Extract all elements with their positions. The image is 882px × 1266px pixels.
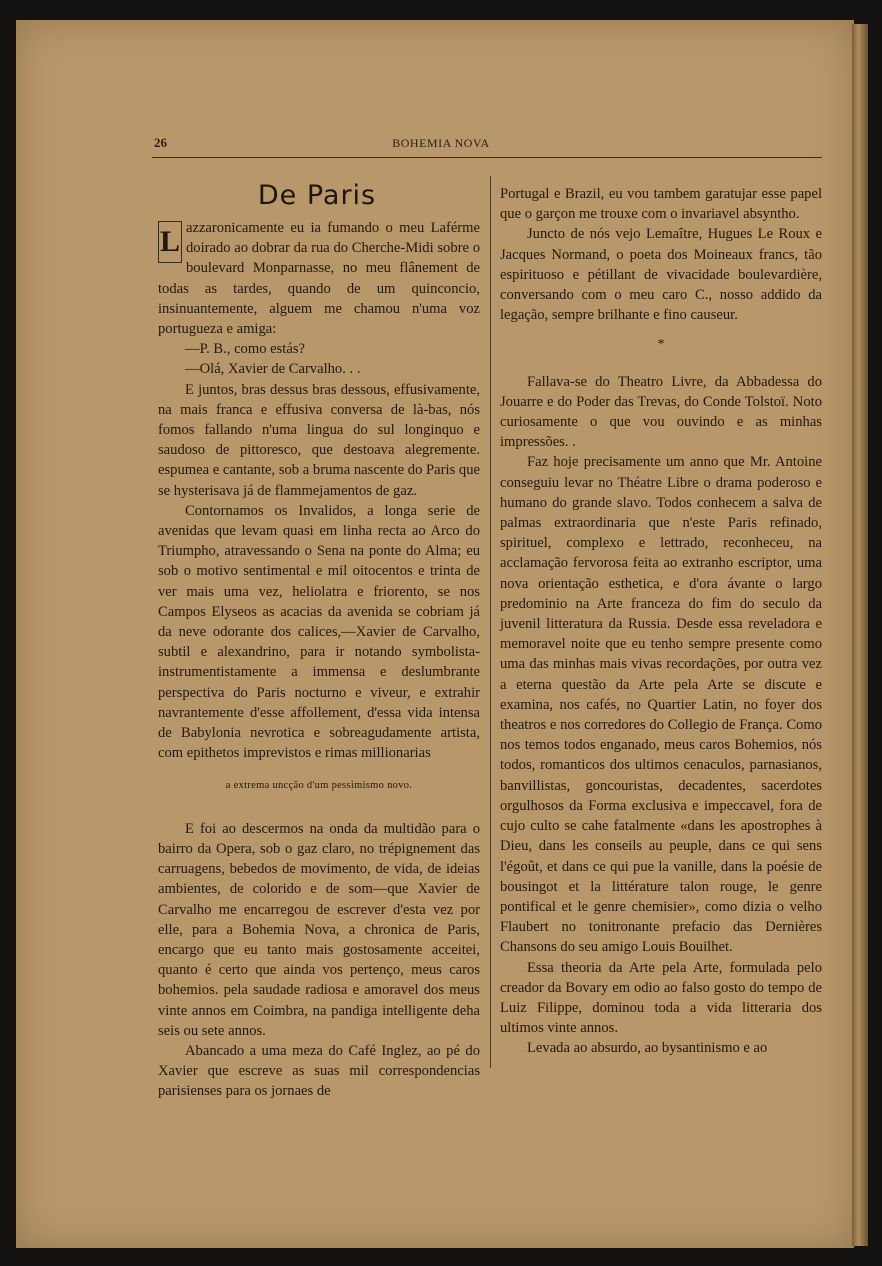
- paragraph: Portugal e Brazil, eu vou tambem garatujar esse papel que o garçon me trouxe com o invariavel absyntho.: [500, 186, 822, 223]
- quote-line: a extrema uncção d'um pessimismo novo.: [225, 780, 413, 792]
- running-title: BOHEMIA NOVA: [392, 136, 490, 150]
- page-number: 26: [154, 135, 167, 150]
- paragraph: E juntos, bras dessus bras dessous, effusivamente, na mais franca e effusiva conversa de là-bas, nós fomos fallando n'uma lingua do sul longinquo e saudoso de pittoresco, que destoava alegremente. espumea e cantante, sob a bruma nascente do Paris que se hysterisava já de flammejamentos de gaz.: [158, 381, 480, 499]
- dropcap: L: [158, 221, 182, 263]
- paragraph: E foi ao descermos na onda da multidão para o bairro da Opera, sob o gaz claro, no trépignement das carruagens, bebedos de movimento, de vida, de ideias ambientes, de colorido e de som—que Xavier de Carvalho me encarregou de escrever d'esta vez por elle, para a Bohemia Nova, a chronica de Paris, encargo que eu tanto mais gostosamente acceitei, quanto é certo que ainda vos pertenço, meus caros bohemios. pela saudade radiosa e amoravel dos meus vinte annos em Coimbra, na pandiga intelligente deha seis ou sete annos.: [158, 820, 480, 1039]
- paragraph: Faz hoje precisamente um anno que Mr. Antoine conseguiu levar no Théatre Libre o drama poderoso e humano do grande slavo. Todos conhecem a salva de palmas extraordinaria que n'este Paris refinado, spirituel, complexo e lettrado, reconheceu, na acclamação fervorosa feita ao extranho escriptor, uma nova orientação esthetica, e d'ora ávante o largo predominio na Arte franceza do fim do seculo da juvenil litteratura da Russia. Desde essa reveladora e memoravel noite que eu tenho sempre presente como uma das minhas mais vivas recordações, por outra vez a eterna questão da Arte pela Arte se discute e examina, nos cafés, no Quartier Latin, no foyer dos theatros e nos corredores do Collegio de França. Como nos temos todos enganado, meus caros Bohemios, nós todos, romanticos dos ultimos cenaculos, parnasianos, banvillistas, goncouristas, decadentes, sacerdotes orgulhosos da Forma exclusiva e impeccavel, fora de cujo culto se cahe fatalmente «dans les apostrophes à Dieu, dans les conseils au peuple, dans ce qui sens l'égoût, et dans ce qui pue la vanille, dans la poésie de bousingot et la littérature talon rouge, le genre pontifical et le genre chemisier», como dizia o velho Flaubert no tonitronante prefacio das Dernières Chansons do seu amigo Louis Bouilhet.: [500, 454, 822, 956]
- section-separator: *: [657, 337, 665, 353]
- paragraph: Juncto de nós vejo Lemaître, Hugues Le Roux e Jacques Normand, o poeta dos Moineaux francs, tão espirituoso e pétillant de vivacidade boulevardière, conversando com o meu caro C., nosso addido da legação, sempre brilhante e fino causeur.: [500, 226, 822, 324]
- paragraph: —P. B., como estás?: [185, 341, 305, 358]
- article-title: De Paris: [257, 180, 377, 211]
- paragraph: azzaronicamente eu ia fumando o meu Laférme doirado ao dobrar da rua do Cherche-Midi sobre o boulevard Monparnasse, no meu flânement de todas as tardes, quando de um quinconcio, insinuantemente, alguem me chamou n'uma voz portugueza e amiga:: [158, 220, 480, 338]
- paragraph: Abancado a uma meza do Café Inglez, ao pé do Xavier que escreve as suas mil correspondencias parisienses para os jornaes de: [158, 1042, 480, 1100]
- column-left: [158, 218, 480, 1102]
- header-rule: [152, 157, 822, 158]
- paragraph: —Olá, Xavier de Carvalho. . .: [185, 361, 361, 378]
- paragraph: Levada ao absurdo, ao bysantinismo e ao: [527, 1040, 768, 1057]
- paragraph: Essa theoria da Arte pela Arte, formulada pelo creador da Bovary em odio ao falso gosto do tempo de Luiz Filippe, dominou toda a vida litteraria dos ultimos vinte annos.: [500, 959, 822, 1037]
- page-edge: [852, 24, 868, 1246]
- paragraph: Contornamos os Invalidos, a longa serie de avenidas que levam quasi em linha recta ao Arco do Triumpho, atravessando o Sena na ponte do Alma; eu sob o motivo sentimental e mil oitocentos e trinta de ver mais uma vez, heliolatra e friorento, se nos Campos Elyseos as acacias da avenida se cobriam já da neve odorante dos calices,—Xavier de Carvalho, subtil e alexandrino, para ir notando symbolista-instrumentistamente a immensa e deslumbrante perspectiva do Paris nocturno e viveur, e extrahir navrantemente d'esse affollement, d'essa vida intensa de Babylonia nevrotica e sobreagudamente artista, com epithetos imprevistos e rimas millionarias: [158, 502, 480, 762]
- paragraph: Fallava-se do Theatro Livre, da Abbadessa do Jouarre e do Poder das Trevas, do Conde Tolstoï. Noto curiosamente o que vou ouvindo e as minhas impressões. .: [500, 373, 822, 451]
- column-right: [500, 184, 822, 1059]
- column-divider: [490, 176, 491, 1068]
